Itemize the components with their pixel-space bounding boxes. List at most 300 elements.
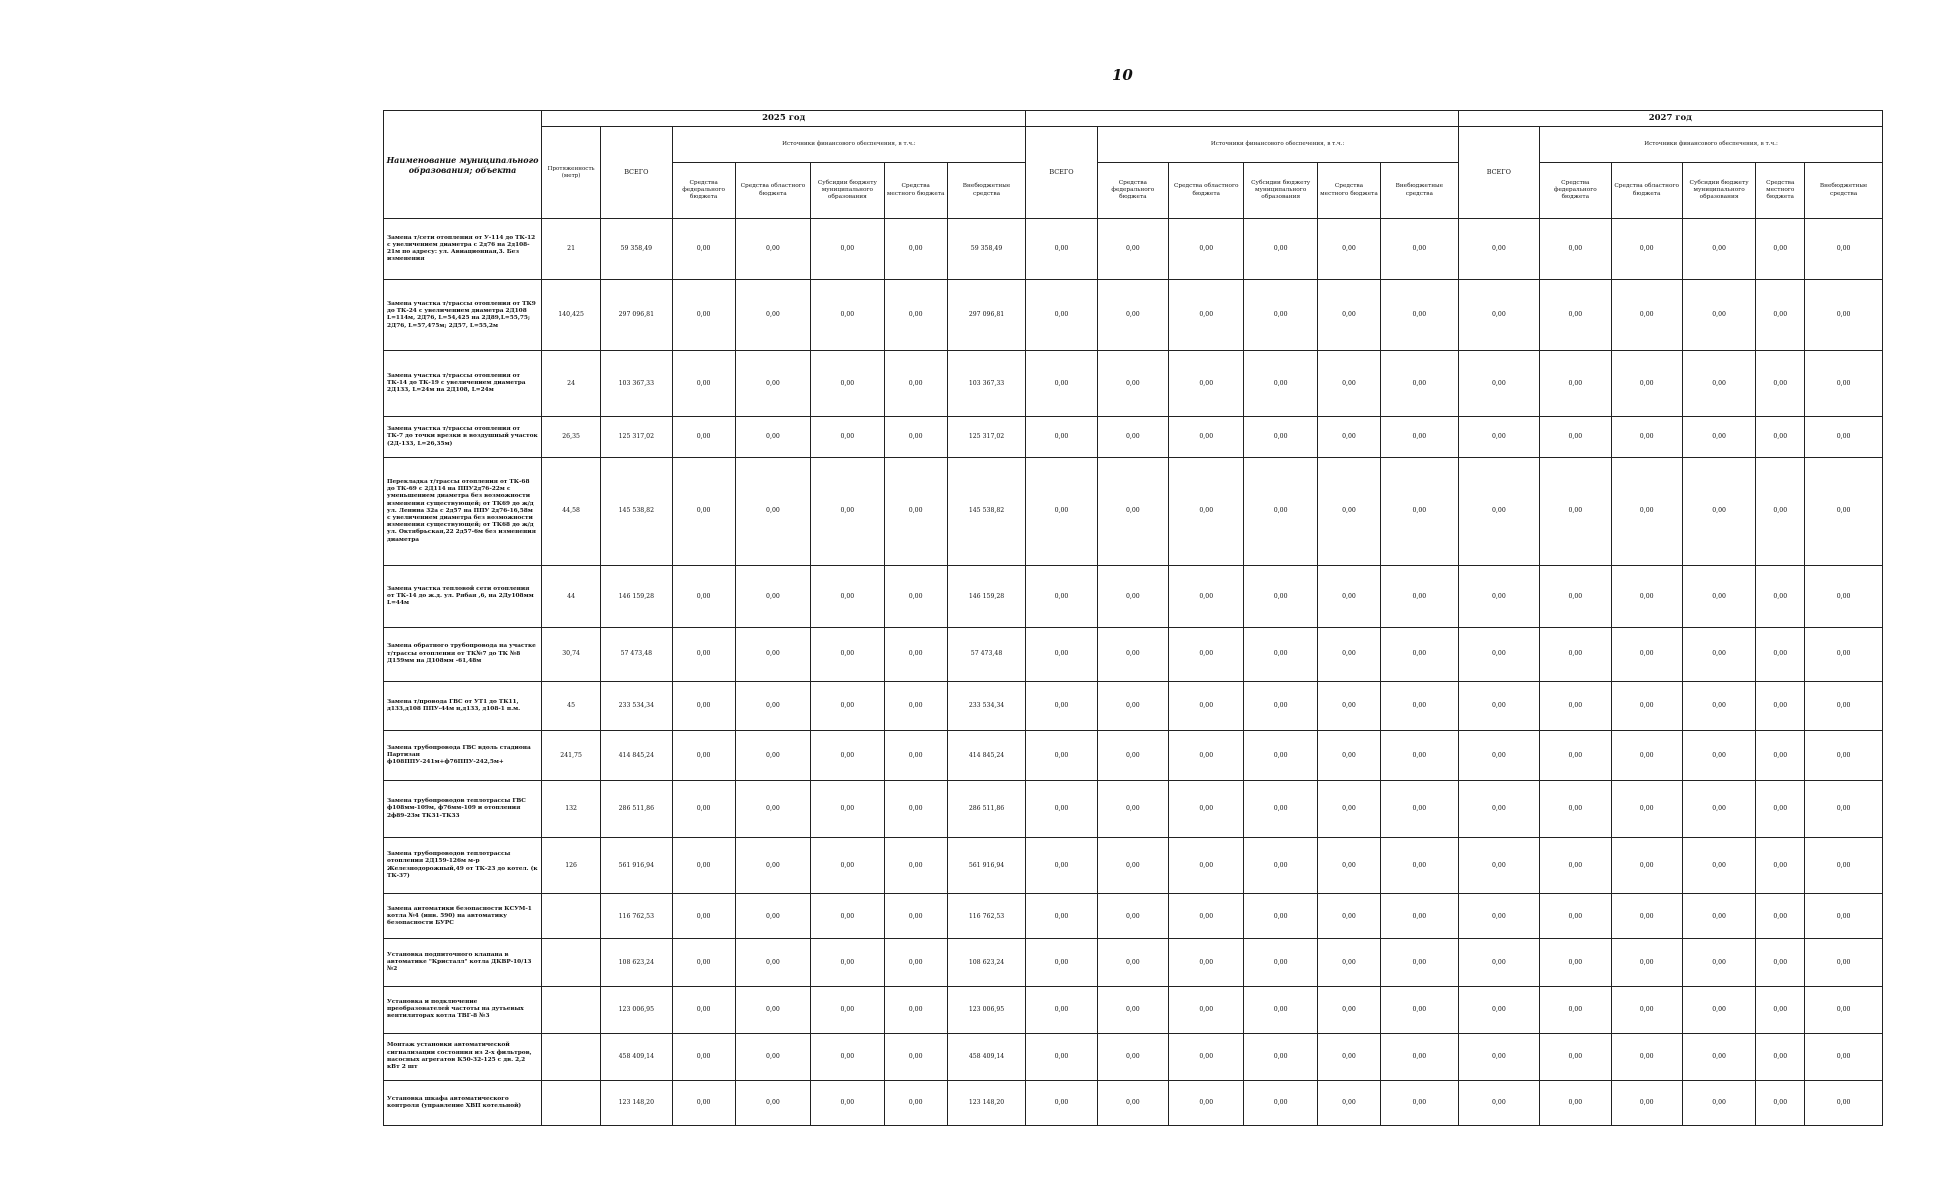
source-header: Средства местного бюджета [1756,163,1805,219]
value-cell: 0,00 [1458,894,1540,939]
source-header: Средства федерального бюджета [1097,163,1168,219]
value-cell: 0,00 [1244,939,1317,986]
value-cell: 0,00 [1458,1081,1540,1126]
value-cell: 0,00 [1381,781,1459,838]
source-header: Внебюджетные средства [1381,163,1459,219]
source-header: Средства областного бюджета [1611,163,1682,219]
value-cell: 0,00 [1458,417,1540,457]
value-cell: 0,00 [1381,1081,1459,1126]
value-cell: 0,00 [1458,681,1540,731]
year-2026-header [1026,111,1458,127]
value-cell: 0,00 [1682,417,1755,457]
source-value-cell: 0,00 [672,986,735,1033]
offbudget-2025-cell: 108 623,24 [947,939,1026,986]
value-cell: 0,00 [1458,457,1540,566]
value-cell: 0,00 [1169,280,1244,351]
source-value-cell: 0,00 [811,781,884,838]
total-2025-cell: 233 534,34 [601,681,672,731]
table-row [384,781,1883,838]
length-cell: 44,58 [542,457,601,566]
value-cell: 0,00 [1805,986,1883,1033]
source-value-cell: 0,00 [884,781,947,838]
source-value-cell: 0,00 [672,280,735,351]
value-cell: 0,00 [1169,627,1244,681]
value-cell: 0,00 [1805,351,1883,417]
value-cell: 0,00 [1317,894,1380,939]
value-cell: 0,00 [1682,351,1755,417]
offbudget-2025-cell: 286 511,86 [947,781,1026,838]
value-cell: 0,00 [1026,1033,1097,1080]
value-cell: 0,00 [1317,280,1380,351]
value-cell: 0,00 [1381,939,1459,986]
source-value-cell: 0,00 [884,1033,947,1080]
value-cell: 0,00 [1026,351,1097,417]
value-cell: 0,00 [1381,457,1459,566]
name-column-header: Наименование муниципального образования; объекта [384,111,542,219]
table-row [384,566,1883,627]
value-cell: 0,00 [1244,781,1317,838]
total-2025-cell: 146 159,28 [601,566,672,627]
value-cell: 0,00 [1381,219,1459,280]
source-value-cell: 0,00 [811,280,884,351]
value-cell: 0,00 [1097,939,1168,986]
value-cell: 0,00 [1244,280,1317,351]
length-cell: 126 [542,837,601,894]
value-cell: 0,00 [1458,837,1540,894]
value-cell: 0,00 [1244,457,1317,566]
object-name-cell: Замена т/сети отопления от У-114 до ТК-12 с увеличением диаметра с 2д76 на 2д108-21м по адресу: ул. Авиационная,3. Без изменения [384,219,542,280]
source-value-cell: 0,00 [735,627,810,681]
value-cell: 0,00 [1097,894,1168,939]
offbudget-2025-cell: 146 159,28 [947,566,1026,627]
value-cell: 0,00 [1611,681,1682,731]
total-2025-cell: 59 358,49 [601,219,672,280]
value-cell: 0,00 [1540,219,1611,280]
value-cell: 0,00 [1682,986,1755,1033]
value-cell: 0,00 [1381,280,1459,351]
source-value-cell: 0,00 [672,731,735,781]
value-cell: 0,00 [1458,939,1540,986]
value-cell: 0,00 [1611,566,1682,627]
value-cell: 0,00 [1805,627,1883,681]
total-2025-cell: 57 473,48 [601,627,672,681]
value-cell: 0,00 [1611,1081,1682,1126]
source-value-cell: 0,00 [672,837,735,894]
value-cell: 0,00 [1458,566,1540,627]
source-value-cell: 0,00 [672,566,735,627]
source-value-cell: 0,00 [811,627,884,681]
table-row [384,417,1883,457]
value-cell: 0,00 [1756,939,1805,986]
source-header: Средства федерального бюджета [1540,163,1611,219]
source-value-cell: 0,00 [811,417,884,457]
object-name-cell: Замена участка т/трассы отопления от ТК-14 до ТК-19 с увеличением диаметра 2Д133, L=24м на 2Д108, L=24м [384,351,542,417]
source-value-cell: 0,00 [811,986,884,1033]
value-cell: 0,00 [1317,837,1380,894]
value-cell: 0,00 [1611,986,1682,1033]
offbudget-2025-cell: 123 006,95 [947,986,1026,1033]
value-cell: 0,00 [1611,627,1682,681]
value-cell: 0,00 [1381,894,1459,939]
value-cell: 0,00 [1169,566,1244,627]
value-cell: 0,00 [1756,457,1805,566]
source-value-cell: 0,00 [735,219,810,280]
value-cell: 0,00 [1317,986,1380,1033]
value-cell: 0,00 [1169,1033,1244,1080]
source-value-cell: 0,00 [735,351,810,417]
value-cell: 0,00 [1169,219,1244,280]
value-cell: 0,00 [1682,566,1755,627]
source-value-cell: 0,00 [735,280,810,351]
value-cell: 0,00 [1317,417,1380,457]
total-2025-cell: 286 511,86 [601,781,672,838]
value-cell: 0,00 [1540,986,1611,1033]
value-cell: 0,00 [1611,457,1682,566]
value-cell: 0,00 [1682,939,1755,986]
offbudget-2025-cell: 103 367,33 [947,351,1026,417]
value-cell: 0,00 [1026,731,1097,781]
source-value-cell: 0,00 [811,219,884,280]
value-cell: 0,00 [1317,1081,1380,1126]
value-cell: 0,00 [1756,781,1805,838]
value-cell: 0,00 [1169,417,1244,457]
value-cell: 0,00 [1611,351,1682,417]
value-cell: 0,00 [1381,351,1459,417]
value-cell: 0,00 [1756,986,1805,1033]
value-cell: 0,00 [1756,894,1805,939]
source-value-cell: 0,00 [735,1033,810,1080]
value-cell: 0,00 [1026,781,1097,838]
sources-2027-header: Источники финансового обеспечения, в т.ч.: [1540,127,1883,163]
value-cell: 0,00 [1244,566,1317,627]
budget-table [383,110,1883,1126]
value-cell: 0,00 [1682,894,1755,939]
value-cell: 0,00 [1756,627,1805,681]
source-header: Средства областного бюджета [735,163,810,219]
value-cell: 0,00 [1805,837,1883,894]
object-name-cell: Монтаж установки автоматической сигнализации состояния из 2-х фильтров, насосных агрегатов К50-32-125 с дв. 2,2 кВт 2 шт [384,1033,542,1080]
total-2025-cell: 103 367,33 [601,351,672,417]
value-cell: 0,00 [1317,627,1380,681]
value-cell: 0,00 [1317,219,1380,280]
value-cell: 0,00 [1540,939,1611,986]
sources-2026-header: Источники финансового обеспечения, в т.ч.: [1097,127,1458,163]
table-row [384,219,1883,280]
value-cell: 0,00 [1805,566,1883,627]
total-2025-cell: 414 845,24 [601,731,672,781]
value-cell: 0,00 [1611,781,1682,838]
length-cell: 21 [542,219,601,280]
total-2025-header: ВСЕГО [601,127,672,219]
value-cell: 0,00 [1682,627,1755,681]
value-cell: 0,00 [1540,894,1611,939]
value-cell: 0,00 [1244,681,1317,731]
source-value-cell: 0,00 [735,986,810,1033]
source-value-cell: 0,00 [811,681,884,731]
object-name-cell: Замена т/провода ГВС от УТ1 до ТК11, д133,д108 ППУ-44м н,д133, д108-1 п.м. [384,681,542,731]
length-cell: 44 [542,566,601,627]
value-cell: 0,00 [1244,731,1317,781]
value-cell: 0,00 [1244,351,1317,417]
source-value-cell: 0,00 [811,457,884,566]
value-cell: 0,00 [1097,457,1168,566]
value-cell: 0,00 [1097,280,1168,351]
table-row [384,986,1883,1033]
value-cell: 0,00 [1540,417,1611,457]
source-value-cell: 0,00 [811,837,884,894]
value-cell: 0,00 [1317,681,1380,731]
offbudget-2025-cell: 59 358,49 [947,219,1026,280]
length-cell: 26,35 [542,417,601,457]
source-value-cell: 0,00 [884,731,947,781]
table-row [384,627,1883,681]
value-cell: 0,00 [1611,894,1682,939]
object-name-cell: Замена трубопровода ГВС вдоль стадиона Партизан ф108ППУ-241м+ф76ППУ-242,5м+ [384,731,542,781]
value-cell: 0,00 [1611,731,1682,781]
object-name-cell: Замена участка т/трассы отопления от ТК-7 до точки врезки в воздушный участок (2Д-133, L=26,35м) [384,417,542,457]
value-cell: 0,00 [1026,457,1097,566]
source-value-cell: 0,00 [811,351,884,417]
total-2025-cell: 561 916,94 [601,837,672,894]
value-cell: 0,00 [1756,417,1805,457]
source-value-cell: 0,00 [811,894,884,939]
value-cell: 0,00 [1458,781,1540,838]
source-value-cell: 0,00 [672,894,735,939]
total-2025-cell: 116 762,53 [601,894,672,939]
length-cell [542,986,601,1033]
value-cell: 0,00 [1097,681,1168,731]
value-cell: 0,00 [1169,731,1244,781]
value-cell: 0,00 [1756,681,1805,731]
length-header: Протяженность (метр) [542,127,601,219]
source-value-cell: 0,00 [884,627,947,681]
value-cell: 0,00 [1805,731,1883,781]
total-2025-cell: 145 538,82 [601,457,672,566]
source-value-cell: 0,00 [811,1081,884,1126]
value-cell: 0,00 [1756,219,1805,280]
source-header: Субсидии бюджету муниципального образования [1244,163,1317,219]
value-cell: 0,00 [1244,837,1317,894]
value-cell: 0,00 [1682,681,1755,731]
value-cell: 0,00 [1097,566,1168,627]
value-cell: 0,00 [1756,731,1805,781]
offbudget-2025-cell: 57 473,48 [947,627,1026,681]
year-2027-header: 2027 год [1458,111,1882,127]
value-cell: 0,00 [1805,681,1883,731]
value-cell: 0,00 [1458,219,1540,280]
value-cell: 0,00 [1097,731,1168,781]
value-cell: 0,00 [1458,627,1540,681]
source-header: Средства местного бюджета [884,163,947,219]
value-cell: 0,00 [1244,1081,1317,1126]
value-cell: 0,00 [1169,681,1244,731]
value-cell: 0,00 [1026,566,1097,627]
length-cell [542,1033,601,1080]
table-row [384,939,1883,986]
value-cell: 0,00 [1540,351,1611,417]
source-header: Средства федерального бюджета [672,163,735,219]
source-value-cell: 0,00 [735,457,810,566]
object-name-cell: Замена участка т/трассы отопления от ТК9 до ТК-24 с увеличением диаметра 2Д108 L=114м, 2Д76, L=54,425 на 2Д89,L=55,75; 2Д76, L=57,475м; 2Д57, L=55,2м [384,280,542,351]
length-cell: 30,74 [542,627,601,681]
offbudget-2025-cell: 297 096,81 [947,280,1026,351]
value-cell: 0,00 [1682,781,1755,838]
source-value-cell: 0,00 [672,219,735,280]
offbudget-2025-cell: 233 534,34 [947,681,1026,731]
sources-2025-header: Источники финансового обеспечения, в т.ч.: [672,127,1026,163]
object-name-cell: Перекладка т/трассы отопления от ТК-68 до ТК-69 с 2Д114 на ППУ2д76-22м с уменьшением диаметра без возможности изменения существующей; от ТК69 до ж/д ул. Ленина 32а с 2д57 на ППУ 2д76-16,58м с увеличением диаметра без возможности изменения существующей; от ТК68 до ж/д ул. Октябрьская,22 2д57-6м без изменения диаметра [384,457,542,566]
value-cell: 0,00 [1756,280,1805,351]
length-cell [542,939,601,986]
value-cell: 0,00 [1611,1033,1682,1080]
value-cell: 0,00 [1805,1033,1883,1080]
value-cell: 0,00 [1169,894,1244,939]
value-cell: 0,00 [1026,1081,1097,1126]
value-cell: 0,00 [1317,731,1380,781]
value-cell: 0,00 [1540,781,1611,838]
source-value-cell: 0,00 [884,894,947,939]
source-header: Субсидии бюджету муниципального образования [811,163,884,219]
value-cell: 0,00 [1244,1033,1317,1080]
value-cell: 0,00 [1169,837,1244,894]
value-cell: 0,00 [1611,219,1682,280]
value-cell: 0,00 [1756,566,1805,627]
value-cell: 0,00 [1169,986,1244,1033]
value-cell: 0,00 [1682,837,1755,894]
value-cell: 0,00 [1097,627,1168,681]
table-row [384,837,1883,894]
value-cell: 0,00 [1026,417,1097,457]
value-cell: 0,00 [1458,351,1540,417]
value-cell: 0,00 [1381,1033,1459,1080]
value-cell: 0,00 [1026,986,1097,1033]
value-cell: 0,00 [1682,731,1755,781]
source-header: Внебюджетные средства [947,163,1026,219]
value-cell: 0,00 [1381,566,1459,627]
object-name-cell: Установка и подключение преобразователей частоты на дутьевых вентиляторах котла ТВГ-8 №3 [384,986,542,1033]
source-header: Средства областного бюджета [1169,163,1244,219]
value-cell: 0,00 [1458,731,1540,781]
source-value-cell: 0,00 [884,939,947,986]
value-cell: 0,00 [1540,280,1611,351]
value-cell: 0,00 [1026,627,1097,681]
source-value-cell: 0,00 [672,681,735,731]
object-name-cell: Замена трубопроводов теплотрассы ГВС ф108мм-109м, ф76мм-109 и отопления 2ф89-23м ТК31-ТК33 [384,781,542,838]
source-value-cell: 0,00 [735,939,810,986]
source-value-cell: 0,00 [884,837,947,894]
value-cell: 0,00 [1097,219,1168,280]
total-2025-cell: 123 148,20 [601,1081,672,1126]
length-cell: 241,75 [542,731,601,781]
value-cell: 0,00 [1458,986,1540,1033]
value-cell: 0,00 [1540,566,1611,627]
value-cell: 0,00 [1682,457,1755,566]
offbudget-2025-cell: 414 845,24 [947,731,1026,781]
value-cell: 0,00 [1458,1033,1540,1080]
value-cell: 0,00 [1097,1081,1168,1126]
value-cell: 0,00 [1026,280,1097,351]
source-value-cell: 0,00 [735,681,810,731]
source-value-cell: 0,00 [884,566,947,627]
value-cell: 0,00 [1381,731,1459,781]
source-value-cell: 0,00 [672,457,735,566]
value-cell: 0,00 [1805,417,1883,457]
source-value-cell: 0,00 [884,351,947,417]
value-cell: 0,00 [1097,351,1168,417]
length-cell: 140,425 [542,280,601,351]
value-cell: 0,00 [1169,351,1244,417]
source-header: Субсидии бюджету муниципального образования [1682,163,1755,219]
table-row [384,681,1883,731]
value-cell: 0,00 [1540,457,1611,566]
source-value-cell: 0,00 [735,566,810,627]
value-cell: 0,00 [1026,219,1097,280]
value-cell: 0,00 [1026,894,1097,939]
total-2025-cell: 123 006,95 [601,986,672,1033]
value-cell: 0,00 [1169,781,1244,838]
value-cell: 0,00 [1805,939,1883,986]
value-cell: 0,00 [1756,837,1805,894]
offbudget-2025-cell: 125 317,02 [947,417,1026,457]
table-row [384,1081,1883,1126]
value-cell: 0,00 [1540,627,1611,681]
value-cell: 0,00 [1381,417,1459,457]
source-header: Внебюджетные средства [1805,163,1883,219]
source-value-cell: 0,00 [735,781,810,838]
value-cell: 0,00 [1097,1033,1168,1080]
value-cell: 0,00 [1805,1081,1883,1126]
table-row [384,280,1883,351]
object-name-cell: Установка подпиточного клапана в автоматике "Кристалл" котла ДКВР-10/13 №2 [384,939,542,986]
source-value-cell: 0,00 [811,731,884,781]
source-value-cell: 0,00 [811,566,884,627]
object-name-cell: Замена автоматики безопасности КСУМ-1 котла №4 (инв. 590) на автоматику безопасности БУРС [384,894,542,939]
value-cell: 0,00 [1317,1033,1380,1080]
source-value-cell: 0,00 [884,681,947,731]
total-2027-header: ВСЕГО [1458,127,1540,219]
value-cell: 0,00 [1611,280,1682,351]
source-value-cell: 0,00 [735,894,810,939]
value-cell: 0,00 [1540,731,1611,781]
year-2025-header: 2025 год [542,111,1026,127]
value-cell: 0,00 [1805,894,1883,939]
value-cell: 0,00 [1805,280,1883,351]
object-name-cell: Замена трубопроводов теплотрассы отопления 2Д159-126м м-р Железнодорожный,49 от ТК-23 до котел. (к ТК-37) [384,837,542,894]
value-cell: 0,00 [1244,219,1317,280]
value-cell: 0,00 [1682,280,1755,351]
source-value-cell: 0,00 [672,1081,735,1126]
table-row [384,457,1883,566]
value-cell: 0,00 [1026,939,1097,986]
source-value-cell: 0,00 [884,280,947,351]
source-value-cell: 0,00 [735,731,810,781]
table-row [384,1033,1883,1080]
value-cell: 0,00 [1169,939,1244,986]
value-cell: 0,00 [1097,986,1168,1033]
total-2025-cell: 297 096,81 [601,280,672,351]
source-value-cell: 0,00 [735,837,810,894]
source-value-cell: 0,00 [884,1081,947,1126]
length-cell [542,894,601,939]
offbudget-2025-cell: 145 538,82 [947,457,1026,566]
value-cell: 0,00 [1317,781,1380,838]
source-value-cell: 0,00 [811,939,884,986]
value-cell: 0,00 [1169,1081,1244,1126]
value-cell: 0,00 [1805,457,1883,566]
value-cell: 0,00 [1026,681,1097,731]
value-cell: 0,00 [1244,627,1317,681]
value-cell: 0,00 [1540,681,1611,731]
